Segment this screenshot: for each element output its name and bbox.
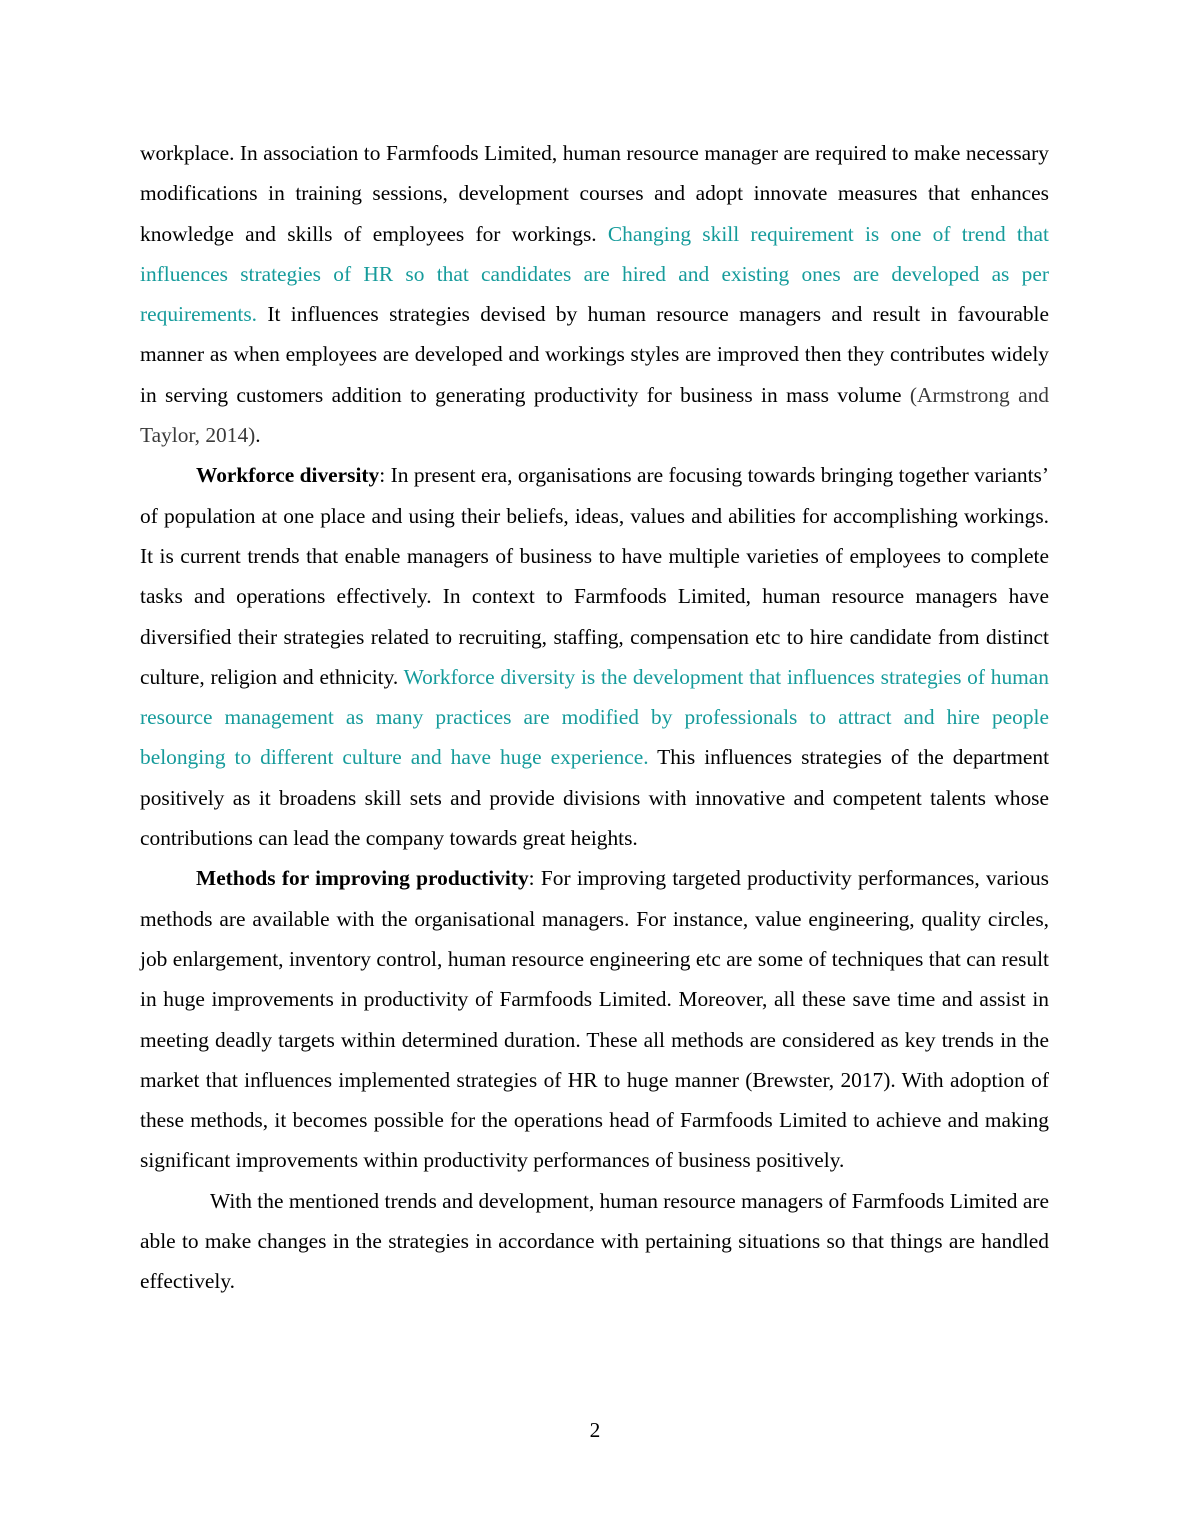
section-heading: Workforce diversity (196, 463, 380, 488)
citation: (Armstrong and Taylor, 2014) (140, 382, 1049, 448)
paragraph-text: : For improving targeted productivity performances, various methods are available with the organisational managers. For instance, value engineering, quality circles, job enlargement, inventory control, human resource engineering etc are some of techniques that can result in huge improvements in productivity of Farmfoods Limited. Moreover, all these save time and assist in meeting deadly targets within determined duration. These all methods are considered as key trends in the market that influences implemented strategies of HR to huge manner (Brewster, 2017). With adoption of these methods, it becomes possible for the operations head of Farmfoods Limited to achieve and making significant improvements within productivity performances of business positively. (140, 866, 1050, 1173)
paragraph-text: This influences strategies of the department positively as it broadens skill sets and provide divisions with innovative and competent talents whose contributions can lead the company towards great heights. (140, 745, 1050, 851)
document-page (140, 133, 1049, 1302)
paragraph-text: It influences strategies devised by human resource managers and result in favourable manner as when employees are developed and workings styles are improved then they contributes widely in serving customers addition to generating productivity for business in mass volume (140, 302, 1049, 407)
paragraph-text: With the mentioned trends and development, human resource managers of Farmfoods Limited are able to make changes in the strategies in accordance with pertaining situations so that things are handled effectively. (140, 1188, 1049, 1294)
section-heading: Methods for improving productivity (196, 866, 529, 891)
paragraph-conclusion (140, 1181, 1049, 1302)
highlighted-text: Changing skill requirement is one of trend that influences strategies of HR so that candidates are hired and existing ones are developed as per requirements. (140, 221, 1049, 327)
paragraph-text: : In present era, organisations are focusing towards bringing together variants’ of population at one place and using their beliefs, ideas, values and abilities for accomplishing workings. It is current trends that enable managers of business to have multiple varieties of employees to complete tasks and operations effectively. In context to Farmfoods Limited, human resource managers have diversified their strategies related to recruiting, staffing, compensation etc to hire candidate from distinct culture, religion and ethnicity. (140, 463, 1049, 689)
paragraph-skill-requirement (140, 133, 1049, 455)
paragraph-text: . (255, 423, 261, 448)
paragraph-text: workplace. In association to Farmfoods Limited, human resource manager are required to make necessary modifications in training sessions, development courses and adopt innovate measures that enhances knowledge and skills of employees for workings. (140, 141, 1049, 246)
paragraph-improving-productivity (140, 858, 1049, 1180)
paragraph-workforce-diversity (140, 455, 1049, 858)
page-number: 2 (589, 1418, 601, 1442)
highlighted-text: Workforce diversity is the development that influences strategies of human resource management as many practices are modified by professionals to attract and hire people belonging to different culture and have huge experience. (140, 664, 1049, 770)
